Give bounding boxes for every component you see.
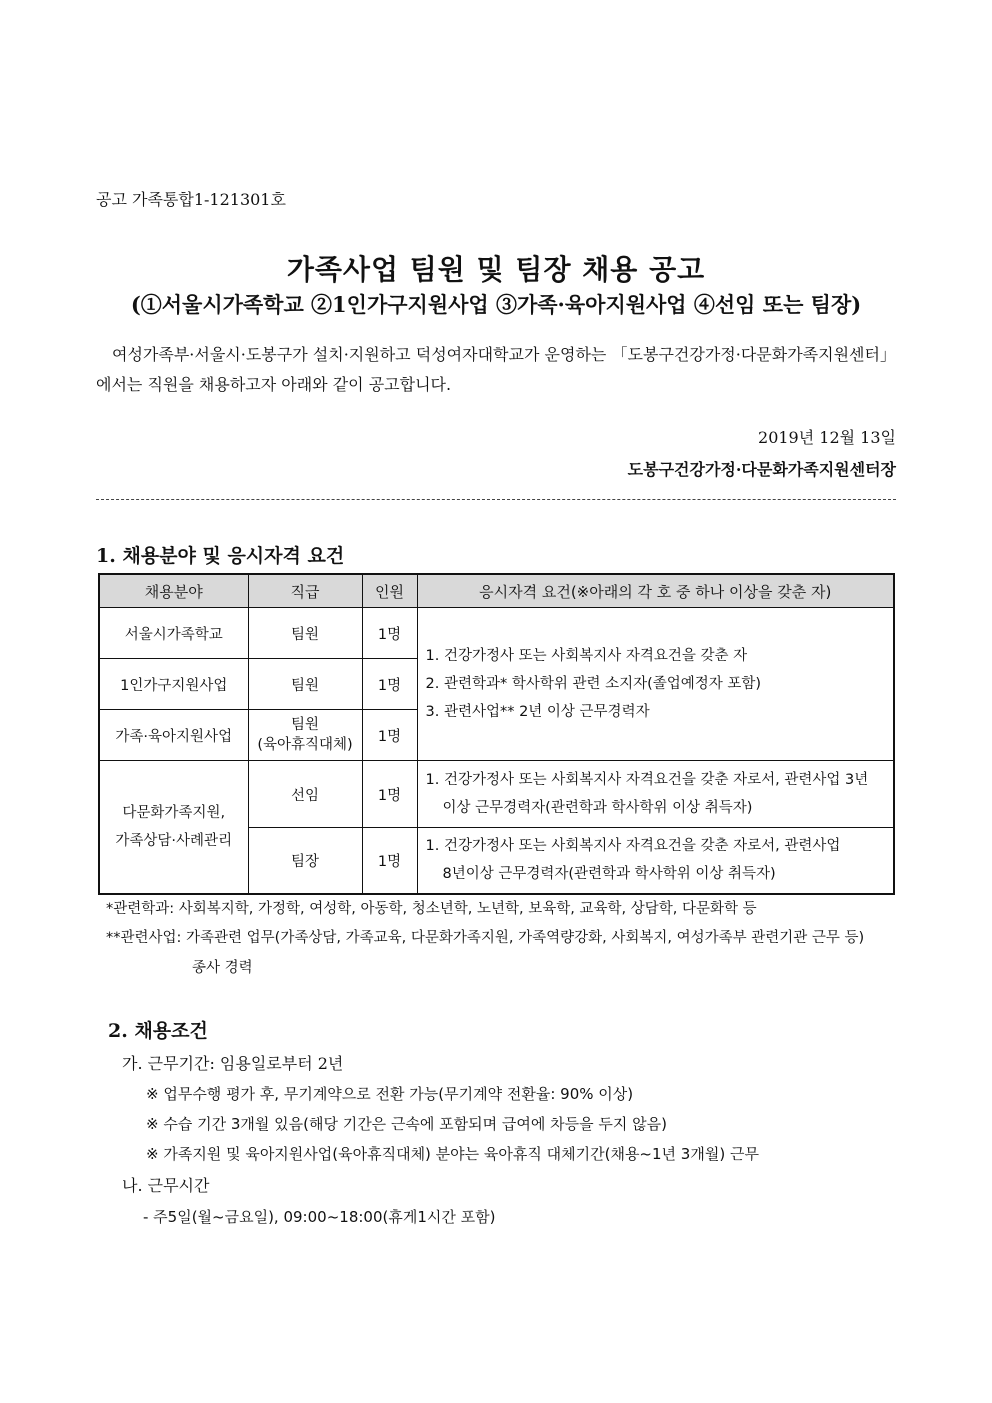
qual-line: 8년이상 근무경력자(관련학과 학사학위 이상 취득자) bbox=[442, 866, 776, 883]
section2-heading: 2. 채용조건 bbox=[108, 1020, 208, 1042]
field-line: 다문화가족지원, bbox=[122, 804, 226, 821]
cell-field: 1인가구지원사업 bbox=[99, 659, 248, 710]
cell-qualification-group1 bbox=[417, 608, 894, 761]
qual-line: 이상 근무경력자(관련학과 학사학위 이상 취득자) bbox=[442, 800, 753, 816]
cell-grade: 선임 bbox=[248, 761, 362, 828]
cell-grade: 팀원 bbox=[248, 608, 362, 659]
grade-main: 팀원 bbox=[290, 717, 319, 733]
header-count: 인원 bbox=[362, 574, 417, 608]
qual-line: 2. 관련학과* 학사학위 관련 소지자(졸업예정자 포함) bbox=[425, 676, 762, 692]
qual-line: 1. 건강가정사 또는 사회복지사 자격요건을 갖춘 자 bbox=[425, 648, 748, 664]
work-period: 가. 근무기간: 임용일로부터 2년 bbox=[122, 1054, 344, 1073]
cell-count: 1명 bbox=[362, 828, 417, 894]
cell-count: 1명 bbox=[362, 710, 417, 761]
qual-line: 1. 건강가정사 또는 사회복지사 자격요건을 갖춘 자로서, 관련사업 bbox=[425, 838, 841, 855]
cell-qualification-leader bbox=[417, 828, 894, 894]
cell-count: 1명 bbox=[362, 608, 417, 659]
issuer: 도봉구건강가정·다문화가족지원센터장 bbox=[627, 460, 896, 479]
intro-paragraph bbox=[96, 340, 896, 400]
cell-field-multicultural bbox=[99, 761, 248, 894]
cell-grade: 팀장 bbox=[248, 828, 362, 894]
cell-field: 서울시가족학교 bbox=[99, 608, 248, 659]
cell-grade: 팀원 bbox=[248, 659, 362, 710]
footnote-related-major: *관련학과: 사회복지학, 가정학, 여성학, 아동학, 청소년학, 노년학, 보육학, 교육학, 상담학, 다문화학 등 bbox=[106, 901, 757, 917]
header-qualification: 응시자격 요건(※아래의 각 호 중 하나 이상을 갖춘 자) bbox=[417, 574, 894, 608]
cell-field: 가족·육아지원사업 bbox=[99, 710, 248, 761]
condition-note: ※ 수습 기간 3개월 있음(해당 기간은 근속에 포함되며 급여에 차등을 두지 않음) bbox=[146, 1115, 667, 1133]
intro-text: 여성가족부·서울시·도봉구가 설치·지원하고 덕성여자대학교가 운영하는 「도봉구건강가정·다문화가족지원센터」에서는 직원을 채용하고자 아래와 같이 공고합니다. bbox=[96, 345, 896, 394]
page-title: 가족사업 팀원 및 팀장 채용 공고 bbox=[286, 253, 706, 286]
table-header-row bbox=[99, 574, 894, 608]
footnote-related-business: **관련사업: 가족관련 업무(가족상담, 가족교육, 다문화가족지원, 가족역량강화, 사회복지, 여성가족부 관련기관 근무 등) bbox=[106, 930, 865, 946]
table-row bbox=[99, 608, 894, 659]
work-hours-detail: - 주5일(월~금요일), 09:00~18:00(휴게1시간 포함) bbox=[143, 1208, 496, 1226]
cell-qualification-senior bbox=[417, 761, 894, 828]
grade-sub: (육아휴직대체) bbox=[257, 737, 353, 753]
qual-line: 3. 관련사업** 2년 이상 근무경력자 bbox=[425, 704, 650, 720]
cell-count: 1명 bbox=[362, 659, 417, 710]
qual-line: 1. 건강가정사 또는 사회복지사 자격요건을 갖춘 자로서, 관련사업 3년 bbox=[425, 772, 869, 788]
table-row bbox=[99, 761, 894, 828]
condition-note: ※ 업무수행 평가 후, 무기계약으로 전환 가능(무기계약 전환율: 90% 이상) bbox=[146, 1085, 634, 1103]
field-line: 가족상담·사례관리 bbox=[115, 832, 233, 849]
cell-count: 1명 bbox=[362, 761, 417, 828]
requirements-table bbox=[98, 573, 895, 895]
footnote-related-business-cont: 종사 경력 bbox=[192, 960, 253, 976]
header-field: 채용분야 bbox=[99, 574, 248, 608]
work-hours-heading: 나. 근무시간 bbox=[122, 1176, 210, 1195]
section1-heading: 1. 채용분야 및 응시자격 요건 bbox=[96, 545, 345, 567]
header-grade: 직급 bbox=[248, 574, 362, 608]
page-subtitle: (①서울시가족학교 ②1인가구지원사업 ③가족·육아지원사업 ④선임 또는 팀장) bbox=[130, 292, 862, 317]
notice-number: 공고 가족통합1-121301호 bbox=[96, 190, 286, 209]
dashed-divider bbox=[96, 499, 896, 500]
notice-date: 2019년 12월 13일 bbox=[758, 428, 896, 447]
cell-grade bbox=[248, 710, 362, 761]
condition-note: ※ 가족지원 및 육아지원사업(육아휴직대체) 분야는 육아휴직 대체기간(채용~1년 3개월) 근무 bbox=[146, 1145, 759, 1163]
